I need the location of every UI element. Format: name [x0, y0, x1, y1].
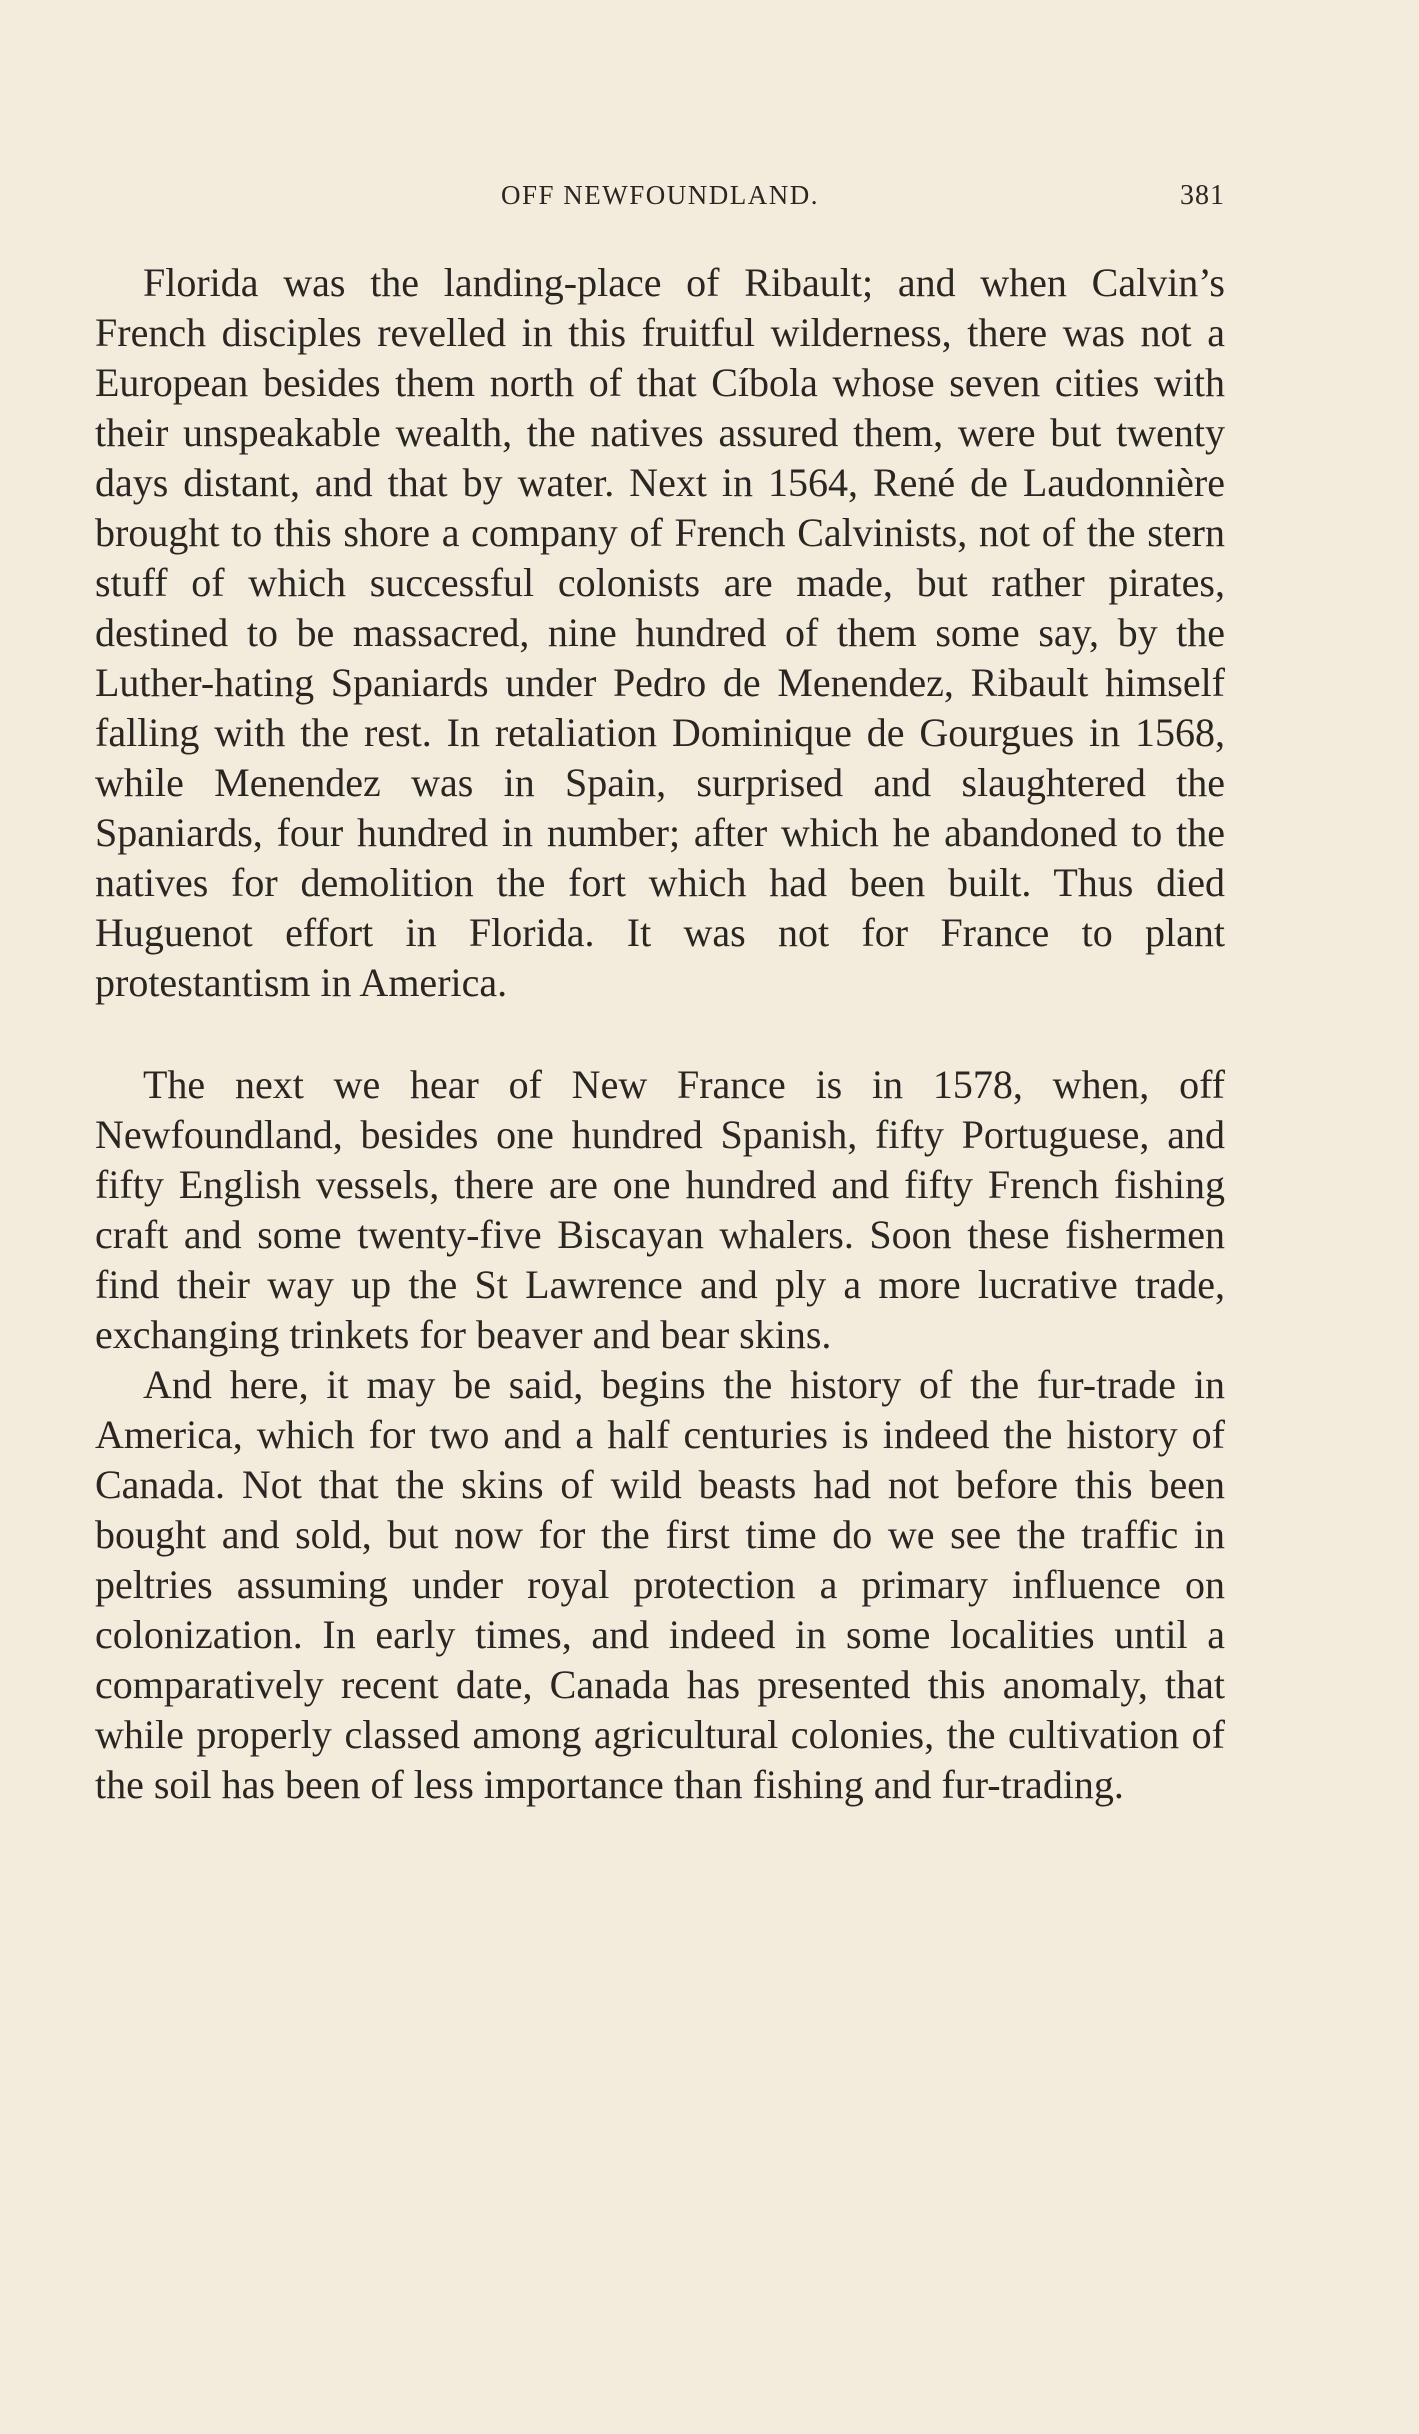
- page-number: 381: [1180, 180, 1225, 211]
- body-text: [95, 258, 1225, 1810]
- paragraph-new-france: The next we hear of New France is in 1578, when, off Newfoundland, besides one hundred Spanish, fifty Portuguese, and fifty English vessels, there are one hundred and fifty French fishing craft and some twenty-five Biscayan whalers. Soon these fishermen find their way up the St Lawrence and ply a more lucrative trade, exchanging trinkets for beaver and bear skins.: [95, 1062, 1225, 1357]
- paragraph-fur-trade: And here, it may be said, begins the history of the fur-trade in America, which for two and a half centuries is indeed the history of Canada. Not that the skins of wild beasts had not before this been bought and sold, but now for the first time do we see the traffic in peltries assuming under royal protection a primary influence on colonization. In early times, and indeed in some localities until a comparatively recent date, Canada has presented this anomaly, that while properly classed among agricultural colonies, the cultivation of the soil has been of less importance than fishing and fur-trading.: [95, 1362, 1225, 1807]
- running-head: [95, 180, 1225, 220]
- paragraph-florida: Florida was the landing-place of Ribault; and when Calvin’s French disciples revelled in this fruitful wilderness, there was not a European besides them north of that Cíbola whose seven cities with their unspeakable wealth, the natives assured them, were but twenty days distant, and that by water. Next in 1564, René de Laudonnière brought to this shore a company of French Calvinists, not of the stern stuff of which successful colonists are made, but rather pirates, destined to be massacred, nine hundred of them some say, by the Luther-hating Spaniards under Pedro de Menendez, Ribault himself falling with the rest. In retaliation Dominique de Gourgues in 1568, while Menendez was in Spain, surprised and slaughtered the Spaniards, four hundred in number; after which he abandoned to the natives for demolition the fort which had been built. Thus died Huguenot effort in Florida. It was not for France to plant protestantism in America.: [95, 260, 1225, 1005]
- running-title: OFF NEWFOUNDLAND.: [500, 180, 819, 210]
